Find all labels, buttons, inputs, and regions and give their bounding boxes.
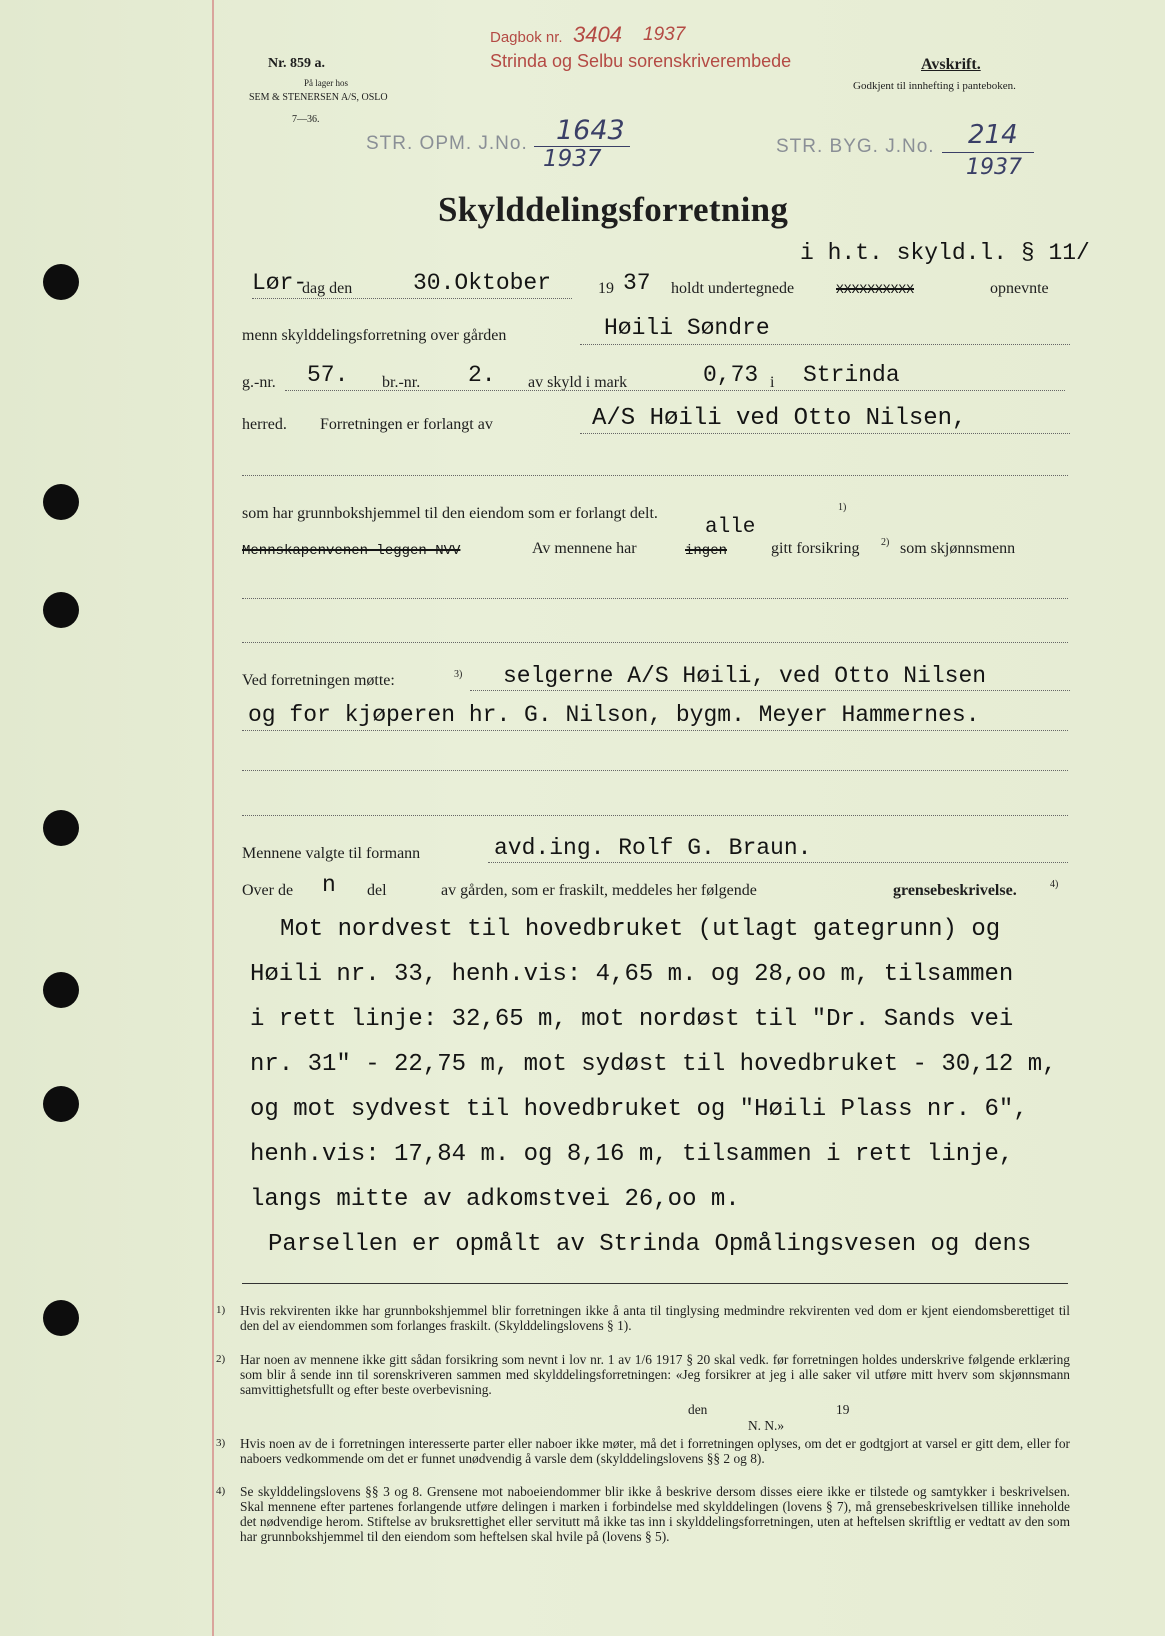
footnote-ref: 1): [838, 502, 847, 513]
del-label: del: [367, 882, 387, 899]
footnote-text: Hvis noen av de i forretningen interesserte parter eller naboer ikke møter, må det i forretningen oplyses, om det er godtgjort at varsel er gitt dem, eller for naboers vedkommende om det er funnet unødvendig å varsle dem (skylddelingslovens §§ 2 og 8).: [240, 1436, 1070, 1466]
dotted-rule: [242, 770, 1068, 771]
description-line: i rett linje: 32,65 m, mot nordøst til "Dr. Sands vei: [250, 1006, 1014, 1033]
brnr-typed: 2.: [468, 362, 496, 388]
over-de-label: Over de: [242, 882, 294, 899]
form-number: Nr. 859 a.: [268, 56, 326, 71]
struck-text: XXXXXXXXXX: [836, 282, 915, 297]
weekday-typed: Lør-: [252, 270, 308, 296]
farm-name-typed: Høili Søndre: [604, 315, 770, 341]
description-line: og mot sydvest til hovedbruket og "Høili Plass nr. 6",: [250, 1096, 1028, 1123]
opm-stamp-number: 1643: [556, 115, 625, 146]
holdt-label: holdt undertegnede: [671, 280, 795, 297]
byg-stamp-year: 1937: [966, 155, 1022, 180]
opm-stamp-label: STR. OPM. J.No.: [366, 133, 528, 154]
motte-label: Ved forretningen møtte:: [242, 672, 395, 689]
dagbok-number: 3404: [573, 22, 622, 47]
footnote: [216, 1436, 1070, 1466]
footnote-den: den: [688, 1402, 708, 1417]
punch-hole: [43, 1086, 79, 1122]
formann-label: Mennene valgte til formann: [242, 845, 421, 862]
skyld-label: av skyld i mark: [528, 374, 628, 391]
description-line: nr. 31" - 22,75 m, mot sydøst til hovedbruket - 30,12 m,: [250, 1051, 1057, 1078]
dag-den-label: dag den: [302, 280, 353, 297]
footnote-separator: [242, 1283, 1068, 1284]
footnote-ref: 4): [1050, 879, 1059, 890]
herred-label: herred.: [242, 416, 287, 433]
year-prefix: 19: [598, 280, 614, 297]
publisher-line-1: På lager hos: [304, 78, 348, 88]
dotted-rule: [285, 390, 1065, 391]
description-line: Høili nr. 33, henh.vis: 4,65 m. og 28,oo m, tilsammen: [250, 961, 1014, 988]
herred-typed: Strinda: [803, 362, 900, 388]
punch-hole: [43, 1300, 79, 1336]
forlangt-label: Forretningen er forlangt av: [320, 416, 493, 433]
alle-typed: alle: [705, 516, 756, 539]
gnr-typed: 57.: [307, 362, 349, 388]
footnote-text: Hvis rekvirenten ikke har grunnbokshjemmel blir forretningen ikke å anta til tinglysing medmindre rekvirenten ved dom er kjent eiendomsberettiget til den del av eiendommen som forlanges fraskilt. (Skylddelingslovens § 1).: [240, 1303, 1070, 1333]
description-line: henh.vis: 17,84 m. og 8,16 m, tilsammen i rett linje,: [250, 1141, 1014, 1168]
brnr-label: br.-nr.: [382, 374, 421, 391]
margin-rule: [212, 0, 214, 1636]
dotted-rule: [488, 862, 1068, 863]
footnote-text: Se skylddelingslovens §§ 3 og 8. Grensene mot naboeiendommer blir ikke å beskrive dersom disses eiere ikke er tilstede og samtykker i beskrivelsen. Skal mennene efter partenes forlangende utføre delingen i marken i forbindelse med skylddelingen (lovens § 7), må grensebeskrivelsen tillike inneholde det nødvendige herom. Stiftelse av bruksrettighet eller servitutt må ikke tas inn i skylddelingsforretningen, uten at heftelsen skriftlig er vedtatt av den som har grunnbokshjemmel til den eiendom som heftelsen skal hvile på (lovens § 5).: [240, 1484, 1070, 1544]
dotted-rule: [242, 642, 1068, 643]
court-office: Strinda og Selbu sorenskriverembede: [490, 51, 792, 71]
footnote: [216, 1352, 1070, 1397]
date-typed: 30.Oktober: [413, 270, 552, 296]
punch-hole: [43, 592, 79, 628]
publisher-line-2: SEM & STENERSEN A/S, OSLO: [249, 92, 388, 103]
punch-hole: [43, 972, 79, 1008]
som-skjonnsmenn-label: som skjønnsmenn: [900, 540, 1016, 557]
footnote: [216, 1484, 1070, 1544]
description-line: Parsellen er opmålt av Strinda Opmålingsvesen og dens: [268, 1231, 1032, 1258]
dotted-rule: [580, 433, 1070, 434]
dotted-rule: [242, 815, 1068, 816]
footnote-number: 1): [216, 1304, 226, 1316]
dotted-rule: [580, 344, 1070, 345]
document-title: Skylddelingsforretning: [438, 190, 789, 229]
byg-stamp-number: 214: [968, 120, 1018, 150]
skyld-typed: 0,73: [703, 362, 759, 388]
menn-over-label: menn skylddelingsforretning over gården: [242, 327, 507, 344]
grunnbok-text: som har grunnbokshjemmel til den eiendom som er forlangt delt.: [242, 505, 658, 522]
chairman-typed: avd.ing. Rolf G. Braun.: [494, 835, 812, 861]
iht-reference: i h.t. skyld.l. § 11/: [800, 240, 1090, 266]
requester-typed: A/S Høili ved Otto Nilsen,: [592, 405, 967, 432]
attendees-line-2: og for kjøperen hr. G. Nilson, bygm. Meyer Hammernes.: [248, 702, 980, 728]
dagbok-label: Dagbok nr.: [490, 29, 563, 46]
gnr-label: g.-nr.: [242, 374, 276, 391]
punch-hole: [43, 810, 79, 846]
dotted-rule: [242, 598, 1068, 599]
struck-text: Mennskapenvenen leggen NVV: [242, 543, 461, 559]
opnevnte-label: opnevnte: [990, 280, 1049, 297]
punch-hole: [43, 484, 79, 520]
footnote-number: 3): [216, 1437, 226, 1449]
grense-label: grensebeskrivelse.: [893, 882, 1017, 899]
struck-text: ingen: [685, 543, 728, 559]
footnote-ref: 3): [454, 669, 463, 680]
dagbok-year: 1937: [643, 24, 686, 45]
description-line: Mot nordvest til hovedbruket (utlagt gategrunn) og: [280, 916, 1001, 943]
footnote-ref: 2): [881, 537, 890, 548]
footnote-year: 19: [836, 1402, 850, 1417]
dotted-rule: [242, 730, 1068, 731]
av-mennene-label: Av mennene har: [532, 540, 637, 557]
godkjent-note: Godkjent til innhefting i panteboken.: [853, 80, 1016, 92]
footnote: [216, 1303, 1070, 1333]
fraskilt-text: av gården, som er fraskilt, meddeles her følgende: [441, 882, 757, 899]
avskrift-label: Avskrift.: [921, 56, 981, 73]
dotted-rule: [252, 298, 572, 299]
i-label: i: [770, 374, 775, 391]
dotted-rule: [242, 475, 1068, 476]
footnote-text: Har noen av mennene ikke gitt sådan forsikring som nevnt i lov nr. 1 av 1/6 1917 § 20 skal vedk. før forretningen holdes underskrive følgende erklæring som blir å sende inn til sorenskriveren sammen med skylddelingsforretningen: «Jeg forsikrer at jeg i alle saker vil utføre mitt hverv som skjønnsmann samvittighetsfullt og efter beste overbevisning.: [240, 1352, 1070, 1397]
over-de-typed: n: [322, 872, 336, 898]
attendees-line-1: selgerne A/S Høili, ved Otto Nilsen: [503, 663, 987, 689]
footnote-signature: N. N.»: [748, 1418, 785, 1433]
description-line: langs mitte av adkomstvei 26,oo m.: [250, 1186, 740, 1213]
print-date: 7—36.: [292, 114, 320, 125]
byg-stamp-underline: [942, 152, 1034, 153]
punch-hole: [43, 264, 79, 300]
footnote-number: 2): [216, 1353, 226, 1365]
year-typed: 37: [623, 270, 651, 296]
dotted-rule: [470, 690, 1070, 691]
byg-stamp-label: STR. BYG. J.No.: [776, 136, 935, 157]
gitt-forsikring-label: gitt forsikring: [771, 540, 860, 557]
footnote-number: 4): [216, 1485, 226, 1497]
opm-stamp-year: 1937: [543, 146, 602, 172]
